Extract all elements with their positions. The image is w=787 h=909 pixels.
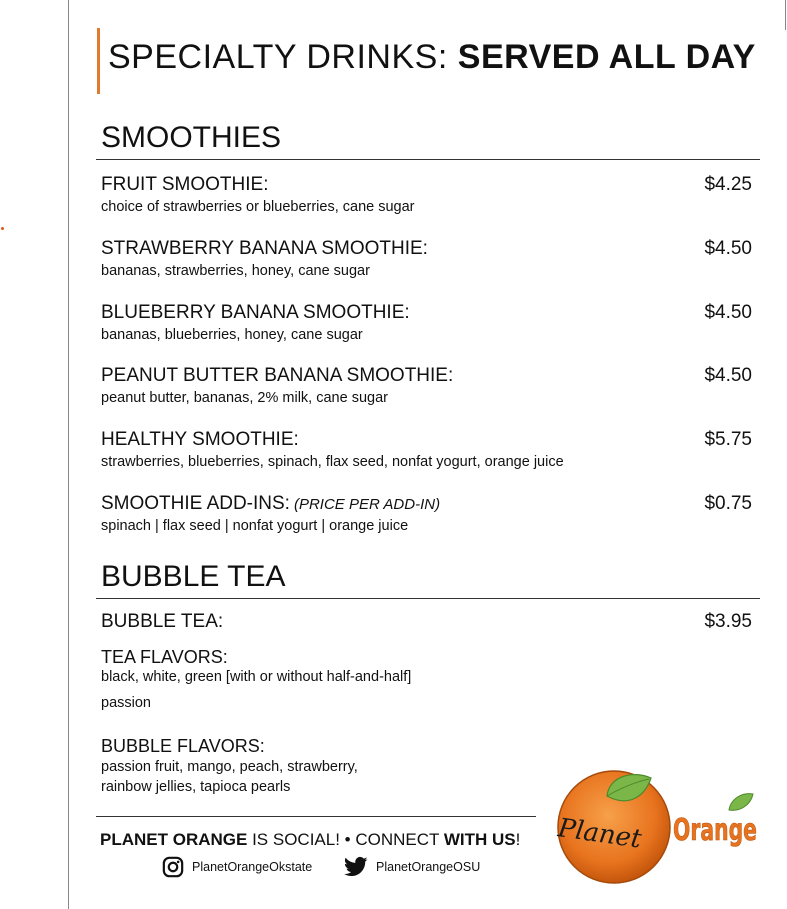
- instagram-icon: [162, 856, 184, 878]
- logo-leaf-small: [729, 794, 753, 811]
- item-desc: bananas, blueberries, honey, cane sugar: [101, 327, 363, 343]
- menu-item: [101, 611, 752, 633]
- item-price: $4.50: [704, 365, 752, 386]
- menu-item: [101, 238, 752, 279]
- menu-item: [101, 302, 752, 343]
- item-price: $3.95: [704, 611, 752, 632]
- smoothies-heading: SMOOTHIES: [101, 121, 282, 154]
- item-name-text: SMOOTHIE ADD-INS:: [101, 493, 290, 514]
- twitter-handle: PlanetOrangeOSU: [376, 860, 481, 874]
- item-desc: bananas, strawberries, honey, cane sugar: [101, 263, 370, 279]
- item-desc: spinach | flax seed | nonfat yogurt | orange juice: [101, 518, 409, 534]
- smoothies-rule: [96, 159, 760, 160]
- item-name: BLUEBERRY BANANA SMOOTHIE:: [101, 302, 410, 323]
- menu-item: [101, 493, 752, 534]
- menu-item: [101, 365, 752, 406]
- item-desc: strawberries, blueberries, spinach, flax seed, nonfat yogurt, orange juice: [101, 454, 564, 470]
- margin-dot: [1, 227, 4, 230]
- bubble-tea-heading: BUBBLE TEA: [101, 560, 286, 593]
- item-price: $4.25: [704, 174, 752, 195]
- title-accent-bar: [97, 28, 100, 94]
- item-name: PEANUT BUTTER BANANA SMOOTHIE:: [101, 365, 454, 386]
- twitter-icon: [344, 857, 368, 877]
- item-price: $0.75: [704, 493, 752, 514]
- twitter-link[interactable]: [344, 855, 480, 879]
- social-brand: PLANET ORANGE: [100, 830, 248, 849]
- menu-item: [101, 429, 752, 470]
- tea-flavors-label: TEA FLAVORS:: [101, 647, 228, 667]
- item-desc: choice of strawberries or blueberries, cane sugar: [101, 199, 415, 215]
- item-price: $4.50: [704, 302, 752, 323]
- social-text: IS SOCIAL! • CONNECT: [252, 830, 440, 849]
- logo-word-planet: Planet: [556, 813, 644, 855]
- item-note: (PRICE PER ADD-IN): [293, 496, 441, 513]
- item-name: FRUIT SMOOTHIE:: [101, 174, 269, 195]
- bubble-flavors-label: BUBBLE FLAVORS:: [101, 736, 265, 756]
- item-name: BUBBLE TEA:: [101, 611, 224, 632]
- footer-rule: [96, 816, 536, 817]
- bubble-flavors-line: passion fruit, mango, peach, strawberry,: [101, 759, 358, 775]
- menu-item: [101, 174, 752, 215]
- item-price: $5.75: [704, 429, 752, 450]
- logo-word-orange: Orange: [673, 813, 757, 848]
- social-line: [100, 830, 520, 850]
- bubble-flavors-line: rainbow jellies, tapioca pearls: [101, 779, 291, 795]
- tea-flavors-line: passion: [101, 695, 151, 711]
- title-light: SPECIALTY DRINKS:: [108, 38, 448, 76]
- page-right-border: [785, 0, 786, 30]
- social-bang: !: [515, 830, 521, 849]
- tea-flavors-line: black, white, green [with or without half-and-half]: [101, 669, 412, 685]
- item-name: STRAWBERRY BANANA SMOOTHIE:: [101, 238, 428, 259]
- instagram-handle: PlanetOrangeOkstate: [192, 860, 313, 874]
- title-bold: SERVED ALL DAY: [457, 38, 756, 76]
- item-name: [101, 493, 752, 515]
- social-with-us: WITH US: [443, 830, 516, 849]
- page-title: [108, 38, 756, 77]
- item-price: $4.50: [704, 238, 752, 259]
- planet-orange-logo: [555, 768, 760, 884]
- bubble-tea-rule: [96, 598, 760, 599]
- item-desc: peanut butter, bananas, 2% milk, cane sugar: [101, 390, 388, 406]
- instagram-link[interactable]: [162, 855, 312, 879]
- item-name: HEALTHY SMOOTHIE:: [101, 429, 299, 450]
- page-left-border: [68, 0, 69, 909]
